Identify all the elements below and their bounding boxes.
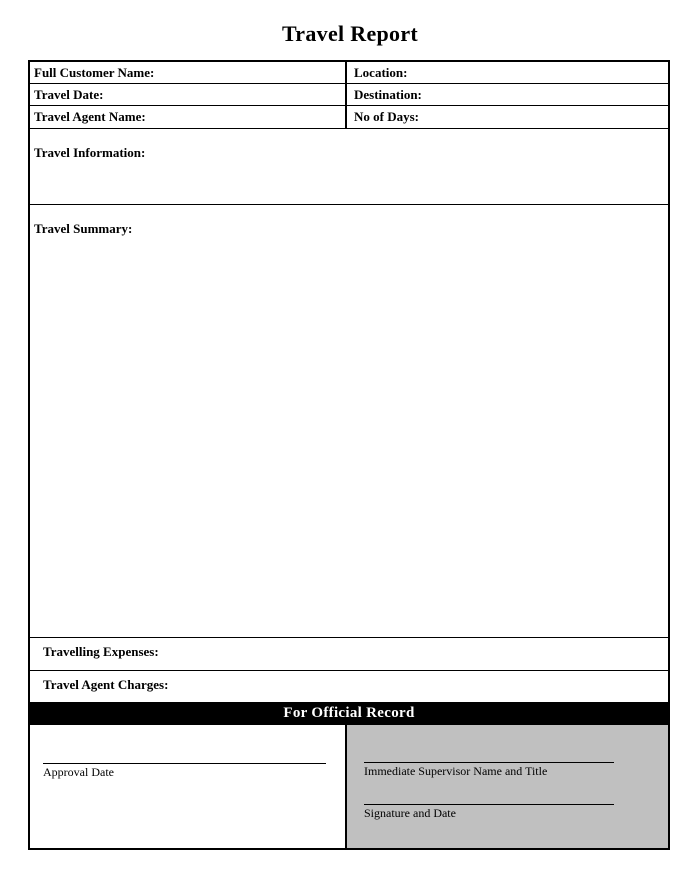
travel-information-cell [30,129,668,204]
travel-agent-name-field[interactable] [146,109,341,128]
page-title: Travel Report [281,21,419,46]
table-row [30,84,668,106]
approval-date-block [43,763,326,780]
travel-date-label: Travel Date: [34,87,104,102]
travelling-expenses-section [30,638,668,671]
no-of-days-label: No of Days: [354,109,419,124]
no-of-days-field[interactable] [419,109,664,128]
supervisor-block [364,762,614,779]
supervisor-label: Immediate Supervisor Name and Title [364,764,548,778]
travel-date-field[interactable] [103,87,341,105]
signature-date-label: Signature and Date [364,806,456,820]
official-record-header-bar [30,703,668,725]
full-customer-name-label: Full Customer Name: [34,65,155,80]
travel-agent-charges-field[interactable] [43,693,664,702]
travel-report-form [28,60,670,850]
travel-agent-name-cell [30,106,347,128]
travel-date-cell [30,84,347,105]
travel-agent-charges-cell [30,671,668,702]
travelling-expenses-label: Travelling Expenses: [43,644,159,659]
travel-agent-name-label: Travel Agent Name: [34,109,146,124]
approval-date-label: Approval Date [43,765,114,779]
travel-information-field[interactable] [34,161,664,204]
no-of-days-cell [347,106,668,128]
location-field[interactable] [407,65,664,83]
travelling-expenses-cell [30,638,668,670]
approval-cell [30,725,347,848]
travel-summary-section [30,205,668,638]
location-cell [347,62,668,83]
official-record-section [30,725,668,848]
travel-summary-label: Travel Summary: [34,221,133,236]
destination-field[interactable] [422,87,664,105]
full-customer-name-field[interactable] [154,65,341,83]
travelling-expenses-field[interactable] [43,660,664,670]
travel-agent-charges-section [30,671,668,703]
signature-date-block [364,804,614,821]
travel-information-label: Travel Information: [34,145,146,160]
table-row [30,106,668,129]
travel-summary-cell [30,205,668,637]
official-record-header: For Official Record [283,705,415,721]
table-row [30,62,668,84]
destination-cell [347,84,668,105]
travel-summary-field[interactable] [34,237,664,637]
travel-agent-charges-label: Travel Agent Charges: [43,677,169,692]
full-customer-name-cell [30,62,347,83]
location-label: Location: [354,65,408,80]
supervisor-cell [347,725,668,848]
destination-label: Destination: [354,87,422,102]
travel-information-section [30,129,668,205]
